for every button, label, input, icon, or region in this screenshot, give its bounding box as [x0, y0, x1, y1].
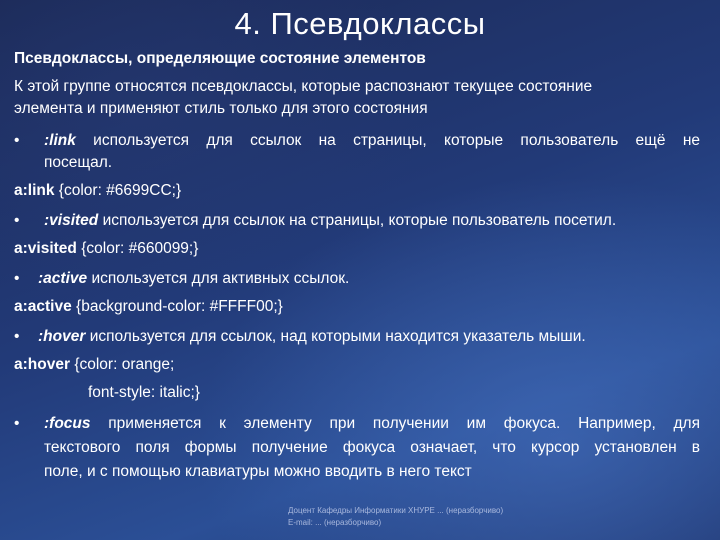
- slide-subtitle: Псевдоклассы, определяющие состояние элементов: [14, 50, 426, 67]
- hover-code-rule: {color: orange;: [74, 356, 175, 373]
- footer-line-2: E-mail: ... (неразборчиво): [288, 518, 382, 527]
- active-code: [14, 296, 283, 318]
- visited-description: [44, 210, 616, 232]
- link-description: [44, 130, 700, 152]
- slide-title: 4. Псевдоклассы: [234, 6, 486, 41]
- focus-description: [44, 413, 700, 435]
- bullet-icon: •: [14, 132, 20, 149]
- active-code-selector: a:active: [14, 298, 72, 315]
- visited-desc-text: используется для ссылок на страницы, которые пользователь посетил.: [102, 212, 617, 229]
- focus-desc-line-3: поле, и с помощью клавиатуры можно вводить в него текст: [44, 463, 472, 480]
- link-code: [14, 180, 181, 202]
- hover-keyword: :hover: [38, 328, 86, 345]
- visited-keyword: :visited: [44, 212, 99, 229]
- link-code-selector: a:link: [14, 182, 55, 199]
- link-code-rule: {color: #6699CC;}: [58, 182, 182, 199]
- hover-code: [14, 354, 174, 376]
- active-description: [38, 268, 349, 290]
- link-keyword: :link: [44, 132, 76, 149]
- active-keyword: :active: [38, 270, 88, 287]
- intro-line-1: К этой группе относятся псевдоклассы, которые распознают текущее состояние: [14, 78, 593, 95]
- active-code-rule: {background-color: #FFFF00;}: [76, 298, 283, 315]
- focus-desc-line-2: текстового поля формы получение фокуса означает, что курсор установлен в: [44, 439, 700, 456]
- bullet-icon: •: [14, 328, 20, 345]
- visited-code-selector: a:visited: [14, 240, 77, 257]
- bullet-icon: •: [14, 415, 20, 432]
- active-desc-text: используется для активных ссылок.: [91, 270, 350, 287]
- hover-code-rule-2: font-style: italic;}: [88, 384, 200, 401]
- link-desc-line-2: посещал.: [44, 154, 113, 171]
- footer-line-1: Доцент Кафедры Информатики ХНУРЕ ... (неразборчиво): [288, 506, 504, 515]
- bullet-icon: •: [14, 212, 20, 229]
- focus-desc-text: применяется к элементу при получении им фокуса. Например, для: [108, 415, 700, 432]
- visited-code: [14, 238, 198, 260]
- hover-description: [38, 326, 586, 348]
- visited-code-rule: {color: #660099;}: [81, 240, 199, 257]
- intro-line-2: элемента и применяют стиль только для этого состояния: [14, 100, 428, 117]
- hover-desc-text: используется для ссылок, над которыми находится указатель мыши.: [89, 328, 586, 345]
- link-desc-text: используется для ссылок на страницы, которые пользователь ещё не: [93, 132, 700, 149]
- bullet-icon: •: [14, 270, 20, 287]
- hover-code-selector: a:hover: [14, 356, 70, 373]
- focus-keyword: :focus: [44, 415, 91, 432]
